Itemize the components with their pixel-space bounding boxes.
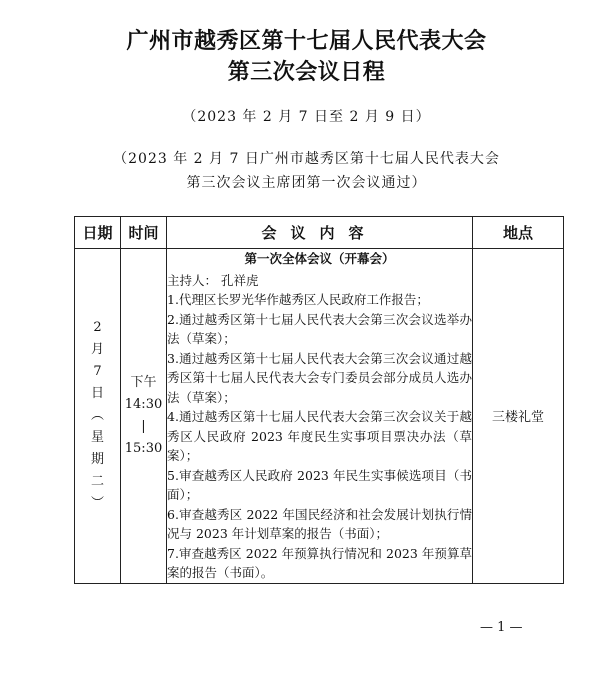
page-number: — 1 —	[480, 620, 523, 635]
agenda-item: 2.通过越秀区第十七届人民代表大会第三次会议选举办法（草案）；	[167, 311, 472, 346]
date-char: 2	[93, 319, 102, 335]
header-date: 日期	[75, 217, 121, 249]
place-cell: 三楼礼堂	[473, 249, 564, 584]
date-char: 星	[90, 429, 104, 445]
table-header-row	[75, 217, 564, 249]
date-char: 月	[90, 341, 104, 357]
agenda-item: 6.审查越秀区 2022 年国民经济和社会发展计划执行情况与 2023 年计划草案的报告（书面）；	[167, 506, 472, 541]
approval-note-line2: 第三次会议主席团第一次会议通过）	[186, 175, 427, 191]
agenda-items	[167, 290, 472, 583]
approval-note-line1: （2023 年 2 月 7 日广州市越秀区第十七届人民代表大会	[113, 151, 500, 167]
agenda-item: 3.通过越秀区第十七届人民代表大会第三次会议通过越秀区第十七届人民代表大会专门委员会部分成员人选办法（草案）；	[167, 350, 472, 405]
date-char: 7	[93, 363, 102, 379]
header-content: 会议内容	[167, 217, 473, 249]
time-line: |	[141, 418, 146, 434]
date-char: ︵	[90, 407, 104, 423]
agenda-item: 1.代理区长罗光华作越秀区人民政府工作报告；	[167, 292, 429, 307]
date-cell	[75, 249, 121, 584]
agenda-item: 5.审查越秀区人民政府 2023 年民生实事候选项目（书面）；	[167, 467, 472, 502]
time-text	[121, 372, 166, 460]
session-title: 第一次全体会议（开幕会）	[244, 251, 395, 266]
date-vertical-text	[75, 317, 120, 515]
time-cell	[121, 249, 167, 584]
time-line: 下午	[130, 374, 157, 390]
table-row	[75, 249, 564, 584]
time-line: 15:30	[124, 440, 163, 456]
date-char: 日	[90, 385, 104, 401]
header-place: 地点	[473, 217, 564, 249]
date-char: 二	[90, 473, 104, 489]
date-range: （2023 年 2 月 7 日至 2 月 9 日）	[182, 109, 431, 125]
session-host: 主持人： 孔祥虎	[167, 272, 259, 288]
content-cell	[167, 249, 473, 584]
agenda-item: 7.审查越秀区 2022 年预算执行情况和 2023 年预算草案的报告（书面）。	[167, 545, 472, 580]
document-title-line2: 第三次会议日程	[227, 60, 386, 85]
header-time: 时间	[121, 217, 167, 249]
document-title-line1: 广州市越秀区第十七届人民代表大会	[126, 29, 487, 54]
date-char: 期	[90, 451, 104, 467]
date-char: ︶	[90, 495, 104, 511]
agenda-item: 4.通过越秀区第十七届人民代表大会第三次会议关于越秀区人民政府 2023 年度民生实事项目票决办法（草案）；	[167, 409, 472, 463]
schedule-table	[74, 216, 564, 584]
time-line: 14:30	[124, 396, 163, 412]
